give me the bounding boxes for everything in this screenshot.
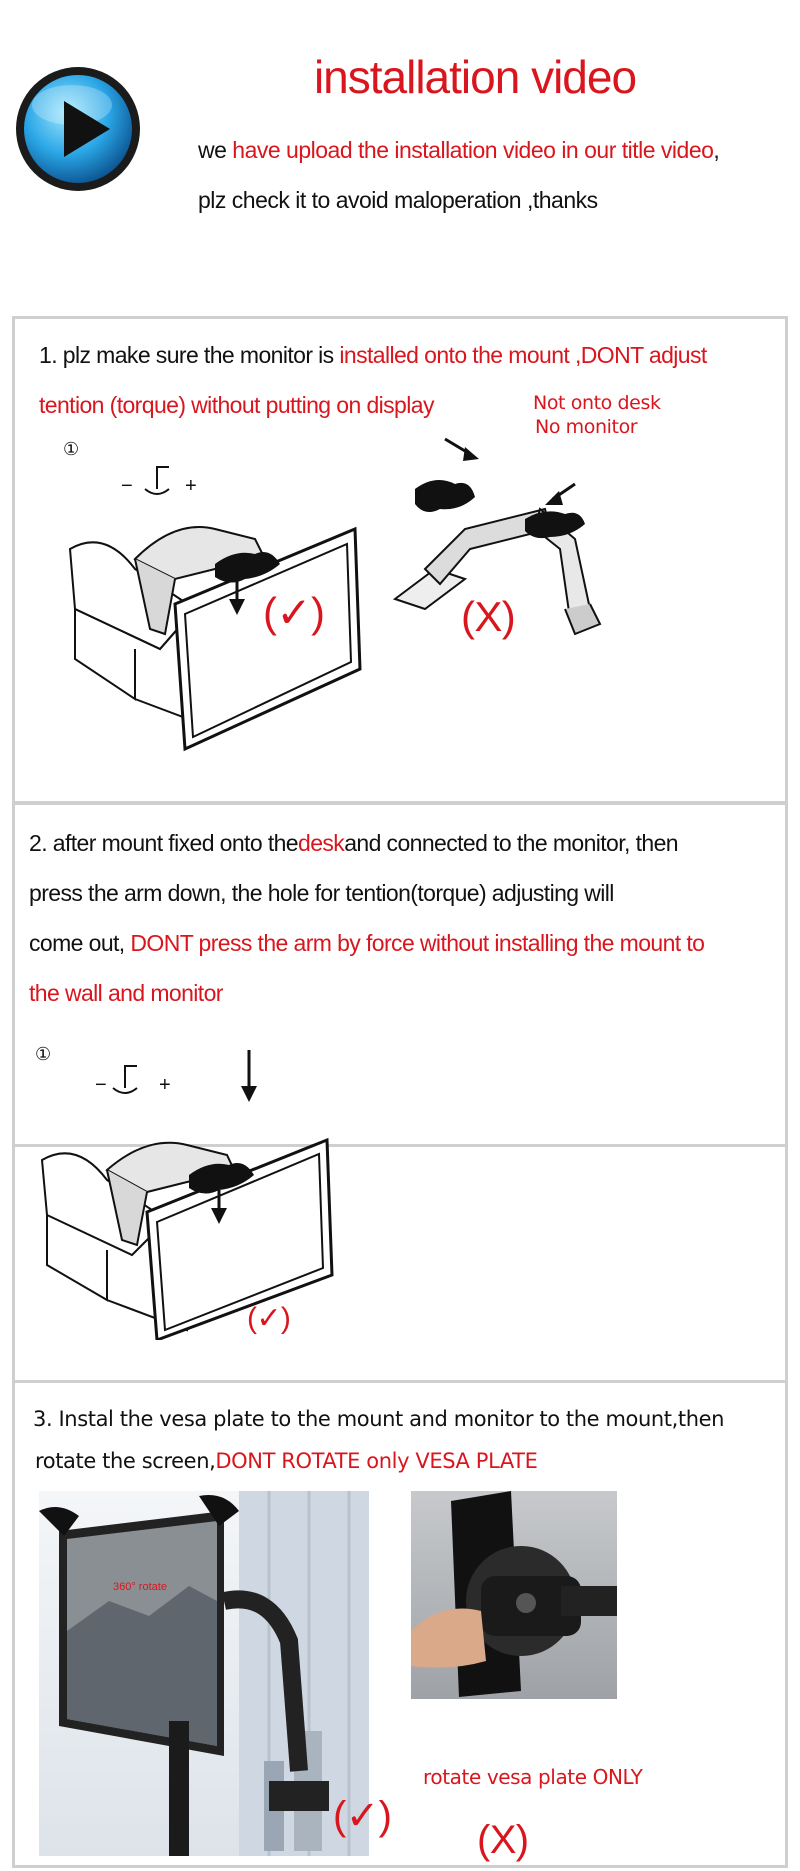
wrong-mark: (X) bbox=[477, 1818, 529, 1862]
step-2-line-1-highlight: desk bbox=[298, 830, 345, 856]
step-1-line-2: tention (torque) without putting on display bbox=[39, 392, 434, 418]
vesa-caption: rotate vesa plate ONLY bbox=[423, 1765, 643, 1789]
step-1-line-1 bbox=[39, 341, 707, 369]
correct-mark: (✓) bbox=[247, 1302, 291, 1335]
step-2-line-1-text-b: and connected to the monitor, then bbox=[344, 830, 678, 856]
monitor-rotate-photo bbox=[39, 1491, 369, 1856]
minus-sign: − bbox=[95, 1074, 107, 1096]
step-2-line-1-text-a: 2. after mount fixed onto the bbox=[29, 830, 298, 856]
correct-mark: (✓) bbox=[263, 589, 325, 636]
wrong-note-2: No monitor bbox=[535, 416, 638, 438]
correct-install-illustration bbox=[65, 459, 385, 759]
step-3-line-2-highlight: DONT ROTATE only VESA PLATE bbox=[215, 1449, 538, 1473]
vesa-plate-photo bbox=[411, 1491, 617, 1699]
step-2-line-3 bbox=[29, 929, 704, 957]
step-1-section bbox=[12, 316, 788, 804]
wrong-mark: (X) bbox=[461, 593, 516, 640]
minus-sign: − bbox=[121, 475, 133, 497]
header-line-1-highlight: have upload the installation video in our title video bbox=[232, 137, 714, 163]
header-line-1 bbox=[198, 137, 719, 164]
circle-one-mark: ① bbox=[35, 1044, 52, 1064]
step-3-line-1: 3. Instal the vesa plate to the mount and monitor to the mount,then bbox=[33, 1407, 725, 1431]
step-2-line-3-text: come out, bbox=[29, 930, 131, 956]
wrong-note-1: Not onto desk bbox=[533, 392, 661, 414]
rotate-label: 360° rotate bbox=[113, 1581, 167, 1593]
plus-sign: + bbox=[185, 475, 197, 497]
header-line-1-prefix: we bbox=[198, 137, 233, 163]
step-2-illustration-area bbox=[12, 1040, 788, 1380]
step-1-line-1-text: 1. plz make sure the monitor is bbox=[39, 342, 340, 368]
step-3-line-2-text: rotate the screen, bbox=[35, 1449, 216, 1473]
correct-mark: (✓) bbox=[333, 1794, 392, 1838]
step-2-line-1 bbox=[29, 829, 678, 857]
step-2-line-4: the wall and monitor bbox=[29, 980, 223, 1006]
circle-one-mark: ① bbox=[63, 439, 80, 459]
header-line-2: plz check it to avoid maloperation ,thanks bbox=[198, 187, 598, 213]
play-button-icon[interactable] bbox=[14, 65, 142, 193]
plus-sign: + bbox=[159, 1074, 171, 1096]
step-2-line-3-highlight: DONT press the arm by force without installing the mount to bbox=[130, 930, 705, 956]
press-arm-illustration bbox=[37, 1040, 357, 1340]
step-3-line-2 bbox=[35, 1447, 537, 1475]
step-3-section bbox=[12, 1380, 788, 1868]
step-1-line-1-highlight: installed onto the mount ,DONT adjust bbox=[339, 342, 707, 368]
header-line-1-suffix: , bbox=[713, 137, 720, 163]
step-2-line-2: press the arm down, the hole for tention(torque) adjusting will bbox=[29, 880, 614, 906]
page-title: installation video bbox=[313, 51, 637, 103]
